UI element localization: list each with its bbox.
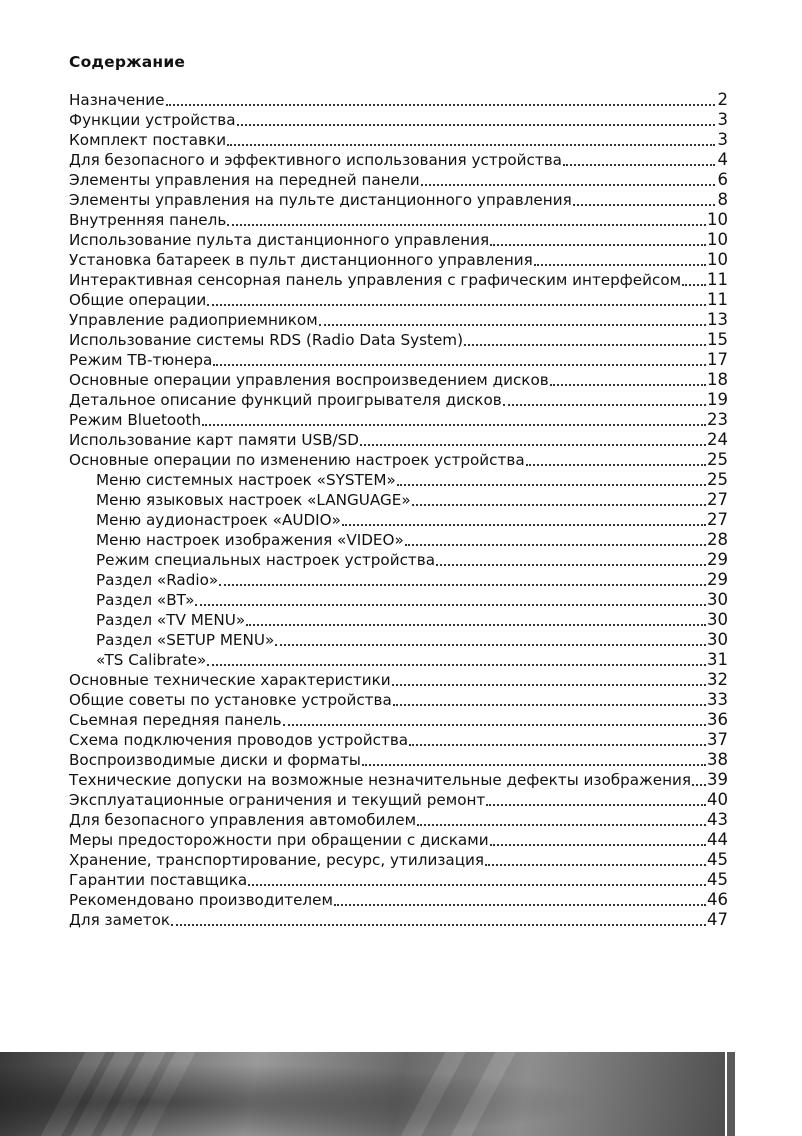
- toc-dot-leader: [682, 284, 706, 286]
- toc-entry-label: Основные операции управления воспроизведением дисков: [69, 371, 549, 389]
- toc-entry-label: «TS Calibrate»: [96, 651, 207, 669]
- toc-entry-page-number: 3: [717, 110, 728, 129]
- toc-entry[interactable]: [69, 170, 728, 190]
- toc-entry[interactable]: [69, 790, 728, 810]
- toc-entry[interactable]: [69, 810, 728, 830]
- toc-entry[interactable]: [69, 770, 728, 790]
- toc-entry[interactable]: [69, 210, 728, 230]
- toc-dot-leader: [409, 744, 706, 746]
- toc-entry[interactable]: [69, 410, 728, 430]
- page-edge-tab: [727, 1052, 735, 1136]
- toc-entry[interactable]: [69, 750, 728, 770]
- toc-entry-label: Меню аудионастроек «AUDIO»: [96, 511, 341, 529]
- toc-entry-page-number: 11: [707, 290, 728, 309]
- toc-entry-label: Раздел «BT»: [96, 591, 195, 609]
- toc-entry-label: Внутренняя панель: [69, 211, 227, 229]
- toc-entry[interactable]: [69, 830, 728, 850]
- toc-entry-page-number: 30: [707, 630, 728, 649]
- toc-entry-page-number: 10: [707, 210, 728, 229]
- toc-dot-leader: [486, 804, 706, 806]
- toc-entry-label: Режим ТВ-тюнера: [69, 351, 213, 369]
- toc-dot-leader: [464, 344, 706, 346]
- toc-entry-page-number: 27: [707, 510, 728, 529]
- toc-entry[interactable]: [69, 670, 728, 690]
- toc-entry-page-number: 38: [707, 750, 728, 769]
- toc-dot-leader: [397, 484, 706, 486]
- toc-dot-leader: [421, 184, 715, 186]
- toc-entry[interactable]: [69, 350, 728, 370]
- toc-entry-page-number: 43: [707, 810, 728, 829]
- toc-entry[interactable]: [69, 450, 728, 470]
- toc-entry[interactable]: [69, 630, 728, 650]
- toc-entry[interactable]: [69, 570, 728, 590]
- toc-dot-leader: [393, 704, 706, 706]
- toc-entry[interactable]: [69, 190, 728, 210]
- toc-entry-label: Функции устройства: [69, 111, 236, 129]
- toc-entry[interactable]: [69, 130, 728, 150]
- toc-entry-label: Интерактивная сенсорная панель управления с графическим интерфейсом: [69, 271, 682, 289]
- toc-entry-label: Эксплуатационные ограничения и текущий ремонт: [69, 791, 486, 809]
- toc-entry-page-number: 25: [707, 470, 728, 489]
- toc-dot-leader: [219, 584, 706, 586]
- toc-dot-leader: [237, 124, 715, 126]
- toc-dot-leader: [248, 884, 706, 886]
- toc-dot-leader: [283, 724, 706, 726]
- toc-entry-label: Сьемная передняя панель: [69, 711, 282, 729]
- toc-dot-leader: [503, 404, 706, 406]
- toc-entry[interactable]: [69, 590, 728, 610]
- toc-dot-leader: [227, 224, 706, 226]
- toc-entry-page-number: 10: [707, 230, 728, 249]
- toc-dot-leader: [490, 244, 706, 246]
- toc-entry[interactable]: [69, 850, 728, 870]
- toc-entry-label: Схема подключения проводов устройства: [69, 731, 409, 749]
- toc-entry-page-number: 36: [707, 710, 728, 729]
- toc-entry-page-number: 45: [707, 850, 728, 869]
- toc-entry-label: Рекомендовано производителем: [69, 891, 333, 909]
- toc-entry-label: Установка батареек в пульт дистанционного управления: [69, 251, 533, 269]
- toc-entry[interactable]: [69, 370, 728, 390]
- toc-entry[interactable]: [69, 90, 728, 110]
- toc-entry-label: Режим Bluetooth: [69, 411, 202, 429]
- toc-entry-label: Управление радиоприемником: [69, 311, 318, 329]
- toc-entry[interactable]: [69, 310, 728, 330]
- toc-dot-leader: [195, 604, 706, 606]
- toc-entry-page-number: 27: [707, 490, 728, 509]
- toc-entry-page-number: 4: [717, 150, 728, 169]
- toc-dot-leader: [573, 204, 715, 206]
- toc-entry-label: Элементы управления на пульте дистанционного управления: [69, 191, 572, 209]
- toc-entry[interactable]: [69, 390, 728, 410]
- toc-entry[interactable]: [69, 890, 728, 910]
- toc-entry[interactable]: [69, 550, 728, 570]
- toc-entry-label: Общие советы по установке устройства: [69, 691, 392, 709]
- toc-entry-page-number: 24: [707, 430, 728, 449]
- toc-dot-leader: [362, 764, 706, 766]
- toc-entry-label: Меры предосторожности при обращении с дисками: [69, 831, 489, 849]
- toc-dot-leader: [417, 824, 706, 826]
- toc-entry[interactable]: [69, 870, 728, 890]
- toc-dot-leader: [171, 924, 706, 926]
- toc-entry[interactable]: [69, 470, 728, 490]
- toc-entry[interactable]: [69, 230, 728, 250]
- toc-dot-leader: [485, 864, 706, 866]
- toc-entry-label: Меню настроек изображения «VIDEO»: [96, 531, 404, 549]
- toc-entry[interactable]: [69, 110, 728, 130]
- toc-entry[interactable]: [69, 910, 728, 930]
- toc-dot-leader: [207, 664, 706, 666]
- toc-entry-page-number: 10: [707, 250, 728, 269]
- toc-entry[interactable]: [69, 270, 728, 290]
- toc-entry[interactable]: [69, 610, 728, 630]
- toc-dot-leader: [360, 444, 706, 446]
- toc-entry-page-number: 17: [707, 350, 728, 369]
- toc-dot-leader: [342, 524, 706, 526]
- toc-entry-label: Воспроизводимые диски и форматы: [69, 751, 361, 769]
- toc-entry-page-number: 29: [707, 570, 728, 589]
- toc-entry[interactable]: [69, 250, 728, 270]
- toc-entry-label: Для безопасного и эффективного использования устройства: [69, 151, 562, 169]
- toc-entry-page-number: 8: [717, 190, 728, 209]
- toc-entry-page-number: 37: [707, 730, 728, 749]
- toc-entry-label: Комплект поставки: [69, 131, 227, 149]
- toc-dot-leader: [207, 304, 706, 306]
- toc-entry-label: Общие операции: [69, 291, 207, 309]
- toc-dot-leader: [550, 384, 706, 386]
- toc-entry[interactable]: [69, 650, 728, 670]
- toc-entry-label: Использование системы RDS (Radio Data System): [69, 331, 464, 349]
- toc-entry-label: Назначение: [69, 91, 165, 109]
- toc-dot-leader: [405, 544, 706, 546]
- toc-dot-leader: [246, 624, 706, 626]
- toc-dot-leader: [563, 164, 715, 166]
- toc-entry[interactable]: [69, 530, 728, 550]
- toc-entry-label: Основные операции по изменению настроек устройства: [69, 451, 525, 469]
- toc-entry-page-number: 11: [707, 270, 728, 289]
- toc-entry-page-number: 30: [707, 590, 728, 609]
- toc-entry-label: Для заметок: [69, 911, 171, 929]
- toc-dot-leader: [490, 844, 706, 846]
- toc-entry-label: Раздел «TV MENU»: [96, 611, 246, 629]
- toc-entry-page-number: 25: [707, 450, 728, 469]
- toc-entry-page-number: 40: [707, 790, 728, 809]
- toc-entry[interactable]: [69, 710, 728, 730]
- toc-entry[interactable]: [69, 330, 728, 350]
- toc-dot-leader: [275, 644, 706, 646]
- toc-entry-label: Гарантии поставщика: [69, 871, 248, 889]
- toc-entry-page-number: 31: [707, 650, 728, 669]
- toc-entry[interactable]: [69, 150, 728, 170]
- page-edge-margin: [735, 1052, 802, 1136]
- toc-entry-page-number: 3: [717, 130, 728, 149]
- toc-entry-page-number: 45: [707, 870, 728, 889]
- toc-dot-leader: [436, 564, 706, 566]
- toc-entry-label: Использование пульта дистанционного управления: [69, 231, 490, 249]
- toc-dot-leader: [319, 324, 706, 326]
- toc-entry-page-number: 18: [707, 370, 728, 389]
- toc-entry-page-number: 47: [707, 910, 728, 929]
- toc-entry-label: Основные технические характеристики: [69, 671, 391, 689]
- toc-entry[interactable]: [69, 690, 728, 710]
- toc-dot-leader: [534, 264, 706, 266]
- toc-dot-leader: [692, 784, 706, 786]
- toc-entry-page-number: 23: [707, 410, 728, 429]
- toc-entry-label: Детальное описание функций проигрывателя дисков: [69, 391, 502, 409]
- toc-entry-page-number: 32: [707, 670, 728, 689]
- toc-entry-page-number: 44: [707, 830, 728, 849]
- page-title: Содержание: [69, 53, 186, 71]
- toc-dot-leader: [227, 144, 715, 146]
- toc-entry-label: Технические допуски на возможные незначительные дефекты изображения: [69, 771, 692, 789]
- toc-entry-label: Хранение, транспортирование, ресурс, утилизация: [69, 851, 485, 869]
- toc-entry-label: Режим специальных настроек устройства: [96, 551, 436, 569]
- toc-dot-leader: [213, 364, 706, 366]
- toc-entry-page-number: 33: [707, 690, 728, 709]
- table-of-contents: [69, 90, 728, 930]
- toc-entry-page-number: 39: [707, 770, 728, 789]
- toc-entry[interactable]: [69, 290, 728, 310]
- toc-entry-label: Для безопасного управления автомобилем: [69, 811, 417, 829]
- toc-entry-page-number: 30: [707, 610, 728, 629]
- toc-entry-page-number: 29: [707, 550, 728, 569]
- toc-dot-leader: [412, 504, 706, 506]
- toc-entry-label: Раздел «SETUP MENU»: [96, 631, 275, 649]
- toc-entry-label: Использование карт памяти USB/SD: [69, 431, 359, 449]
- toc-entry-page-number: 19: [707, 390, 728, 409]
- toc-entry[interactable]: [69, 730, 728, 750]
- toc-dot-leader: [166, 104, 715, 106]
- toc-entry[interactable]: [69, 430, 728, 450]
- toc-entry[interactable]: [69, 510, 728, 530]
- toc-dot-leader: [392, 684, 706, 686]
- toc-entry-label: Меню системных настроек «SYSTEM»: [96, 471, 396, 489]
- toc-dot-leader: [202, 424, 706, 426]
- toc-entry-page-number: 15: [707, 330, 728, 349]
- footer-decorative-image: [0, 1052, 725, 1136]
- toc-entry-page-number: 6: [717, 170, 728, 189]
- toc-entry-page-number: 28: [707, 530, 728, 549]
- toc-entry[interactable]: [69, 490, 728, 510]
- toc-entry-label: Элементы управления на передней панели: [69, 171, 420, 189]
- toc-entry-page-number: 13: [707, 310, 728, 329]
- toc-entry-page-number: 46: [707, 890, 728, 909]
- toc-dot-leader: [526, 464, 706, 466]
- toc-entry-label: Меню языковых настроек «LANGUAGE»: [96, 491, 411, 509]
- toc-entry-label: Раздел «Radio»: [96, 571, 219, 589]
- toc-entry-page-number: 2: [717, 90, 728, 109]
- toc-dot-leader: [334, 904, 706, 906]
